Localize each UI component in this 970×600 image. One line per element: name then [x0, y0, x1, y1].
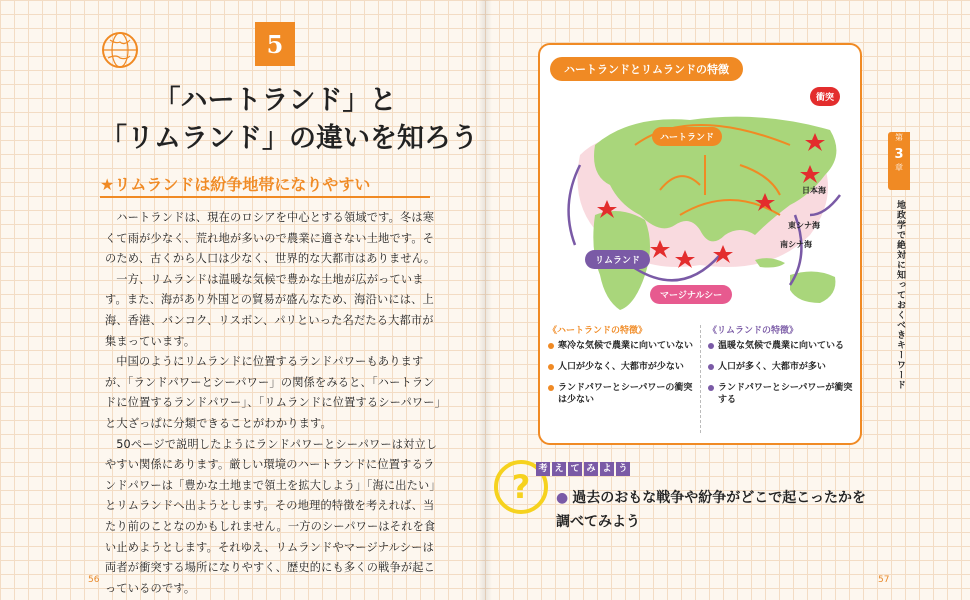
rimland-legend — [708, 323, 858, 415]
bullet-icon — [548, 385, 554, 391]
bullet-icon — [708, 364, 714, 370]
question-mark-icon: ? — [494, 460, 548, 514]
bullet-icon — [548, 364, 554, 370]
legend-item — [708, 361, 858, 373]
bullet-icon — [548, 343, 554, 349]
side-tab-number: 3 — [894, 147, 904, 162]
title-line-1: 「ハートランド」と — [153, 85, 397, 116]
paragraph: 中国のようにリムランドに位置するランドパワーもありますが、「ランドパワーとシーパワー」の関係をみると、「ハートランドに位置するランドパワー」、「リムランドに位置するシーパワー」と大ざっぱに分類できることがわかります。 — [105, 355, 441, 430]
think-char: よ — [600, 462, 614, 476]
paragraph: 50ページで説明したようにランドパワーとシーパワーは対立しやすい関係にあります。厳しい環境のハートランドに位置するランドパワーは「豊かな土地まで領土を拡大しよう」「海に出たい」とリムランドへ出ようとします。その地理的特徴を考えれば、当たり前のことなのかもしれません。一方のシーパワーはそれを食い止めようとします。それゆえ、リムランドやマージナルシーは両者が衝突する場所になりやすく、歴史的にも多くの戦争が起こっているのです。 — [105, 437, 441, 595]
title-line-2: 「リムランド」の違いを知ろう — [100, 123, 478, 154]
heartland-legend-header: 《ハートランドの特徴》 — [548, 326, 648, 336]
sea-japan-label: 日本海 — [802, 186, 826, 195]
marginal-sea-label: マージナルシー — [650, 285, 732, 304]
legend-item — [548, 382, 698, 406]
subheading-underline — [100, 196, 430, 198]
heartland-label: ハートランド — [652, 127, 722, 146]
page-title — [100, 82, 478, 158]
chapter-number-badge: 5 — [255, 22, 295, 66]
map-figure — [538, 43, 862, 445]
bullet-icon — [708, 385, 714, 391]
think-heading — [536, 462, 630, 476]
globe-icon — [100, 30, 140, 70]
think-char: え — [552, 462, 566, 476]
chapter-side-title: 地政学で絶対に知っておくべきキーワード — [895, 200, 905, 390]
legend-item — [708, 340, 858, 352]
book-gutter — [478, 0, 492, 600]
legend-item — [548, 361, 698, 373]
legend-item — [708, 382, 858, 406]
rimland-legend-header: 《リムランドの特徴》 — [708, 326, 799, 336]
side-tab-label: 第 — [895, 133, 903, 142]
think-char: て — [568, 462, 582, 476]
legend-item-text: 人口が多く、大都市が多い — [718, 362, 826, 372]
think-char: 考 — [536, 462, 550, 476]
heartland-legend — [548, 323, 698, 415]
page-number-right: 57 — [878, 575, 890, 585]
think-question — [556, 486, 876, 534]
think-char: う — [616, 462, 630, 476]
legend-item-text: 寒冷な気候で農業に向いていない — [558, 341, 694, 351]
paragraph: ハートランドは、現在のロシアを中心とする領域です。冬は寒くて雨が少なく、荒れ地が多いので農業に適さない土地です。そのため、古くから人口は少なく、世界的な大都市はありません。 — [105, 211, 436, 266]
rimland-label: リムランド — [585, 250, 650, 269]
conflict-label: 衝突 — [810, 87, 840, 106]
legend-item-text: 温暖な気候で農業に向いている — [718, 341, 845, 351]
bullet-icon — [708, 343, 714, 349]
legend-item-text: 人口が少なく、大都市が少ない — [558, 362, 684, 372]
chapter-side-tab — [888, 132, 910, 190]
sea-south-china-label: 南シナ海 — [780, 240, 812, 249]
legend-item — [548, 340, 698, 352]
think-char: み — [584, 462, 598, 476]
page-number-left: 56 — [88, 575, 100, 585]
legend-divider — [700, 325, 701, 433]
subheading: ★リムランドは紛争地帯になりやすい — [100, 175, 371, 194]
map-title: ハートランドとリムランドの特徴 — [550, 57, 743, 81]
body-text — [105, 208, 445, 599]
sea-east-china-label: 東シナ海 — [788, 221, 820, 230]
paragraph: 一方、リムランドは温暖な気候で豊かな土地が広がっています。また、海があり外国との貿易が盛んなため、海沿いには、上海、香港、バンコク、リスボン、パリといった名だたる大都市が集まっています。 — [105, 272, 434, 348]
legend-item-text: ランドパワーとシーパワーの衝突は少ない — [558, 383, 693, 405]
bullet-icon: ● — [556, 490, 569, 506]
world-map — [540, 85, 860, 315]
legend-item-text: ランドパワーとシーパワーが衝突する — [718, 383, 853, 405]
side-tab-suffix: 章 — [895, 163, 903, 172]
think-question-text: 過去のおもな戦争や紛争がどこで起こったかを調べてみよう — [556, 490, 866, 530]
